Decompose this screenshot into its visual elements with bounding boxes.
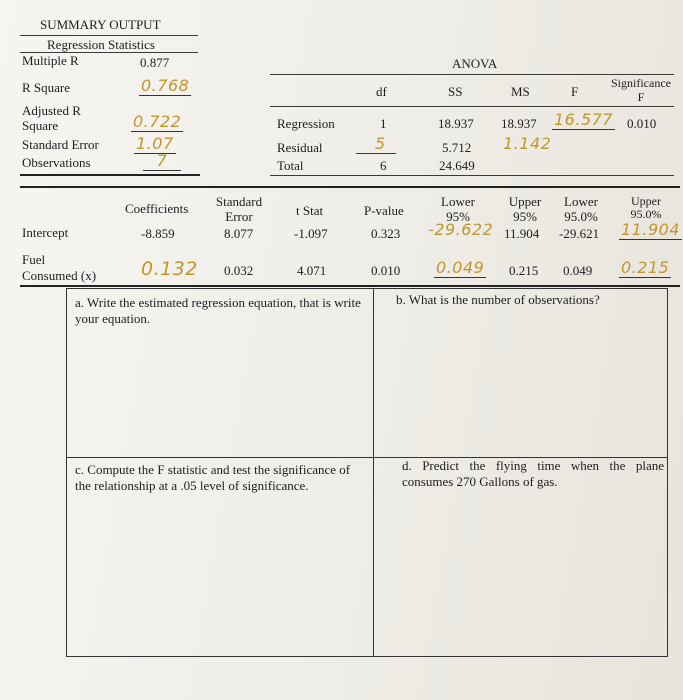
coef-header-coefficients: Coefficients xyxy=(125,201,189,216)
anova-col-f: F xyxy=(571,84,579,99)
question-b-text: b. What is the number of observations? xyxy=(396,292,600,307)
intercept-se: 8.077 xyxy=(224,226,254,241)
fuel-se: 0.032 xyxy=(224,263,254,278)
intercept-t: -1.097 xyxy=(294,226,328,241)
adj-r-label-2: Square xyxy=(22,118,59,133)
fuel-p: 0.010 xyxy=(371,263,401,278)
anova-regression-sig: 0.010 xyxy=(627,116,657,131)
fuel-label-1: Fuel xyxy=(22,252,46,267)
anova-regression-ss: 18.937 xyxy=(438,116,474,131)
question-b-box[interactable] xyxy=(373,288,668,458)
r-square-value: 0.768 xyxy=(141,76,190,95)
question-c-box[interactable] xyxy=(66,457,374,657)
anova-col-sig-1: Significance xyxy=(611,76,671,90)
obs-label: Observations xyxy=(22,155,91,170)
coef-header-tstat: t Stat xyxy=(296,203,324,218)
intercept-label: Intercept xyxy=(22,225,69,240)
anova-total-ss: 24.649 xyxy=(439,158,475,173)
multiple-r-label: Multiple R xyxy=(22,53,79,68)
anova-regression-df: 1 xyxy=(380,116,387,131)
coef-header-lower950-1: Lower xyxy=(564,194,598,209)
adj-r-label-1: Adjusted R xyxy=(22,103,81,118)
anova-total-df: 6 xyxy=(380,158,387,173)
intercept-upper95: 11.904 xyxy=(504,226,540,241)
obs-value: 7 xyxy=(143,151,181,171)
adj-r-value: 0.722 xyxy=(133,112,182,131)
coef-header-upper950-2: 95.0% xyxy=(630,207,662,221)
question-c-text: c. Compute the F statistic and test the significance of the relationship at a .05 level of significance. xyxy=(75,462,351,493)
anova-col-ss: SS xyxy=(448,84,463,99)
coef-header-upper95-2: 95% xyxy=(513,209,537,224)
question-a-text: a. Write the estimated regression equation, that is write your equation. xyxy=(75,295,361,326)
anova-regression-f: 16.577 xyxy=(554,110,613,129)
summary-title: SUMMARY OUTPUT xyxy=(40,17,161,32)
anova-residual-df: 5 xyxy=(375,134,386,153)
anova-col-ms: MS xyxy=(511,84,530,99)
anova-residual-ms: 1.142 xyxy=(503,134,552,153)
coef-header-se-2: Error xyxy=(225,209,253,224)
intercept-coef: -8.859 xyxy=(141,226,175,241)
anova-col-df: df xyxy=(376,84,387,99)
fuel-lower95: 0.049 xyxy=(436,258,485,277)
fuel-coef: 0.132 xyxy=(141,258,198,280)
reg-stats-title: Regression Statistics xyxy=(47,37,155,52)
coef-header-lower950-2: 95.0% xyxy=(564,209,598,224)
coef-header-upper950-1: Upper xyxy=(631,194,661,208)
anova-header-rule xyxy=(270,106,674,107)
intercept-upper950: 11.904 xyxy=(621,220,680,239)
coef-header-lower95-1: Lower xyxy=(441,194,475,209)
coef-header-upper95-1: Upper xyxy=(508,194,542,209)
residual-df-underline xyxy=(356,153,396,154)
question-d-box[interactable] xyxy=(373,457,668,657)
std-err-value: 1.07 xyxy=(136,134,174,153)
summary-rule xyxy=(20,35,198,36)
fuel-upper95: 0.215 xyxy=(509,263,539,278)
std-err-label: Standard Error xyxy=(22,137,99,152)
anova-residual-label: Residual xyxy=(277,140,323,155)
fuel-t: 4.071 xyxy=(297,263,327,278)
anova-top-rule xyxy=(270,74,674,75)
summary-bottom-rule xyxy=(20,174,200,176)
anova-title: ANOVA xyxy=(452,56,498,71)
coef-header-lower95-2: 95% xyxy=(446,209,470,224)
anova-residual-ss: 5.712 xyxy=(442,140,472,155)
r-square-label: R Square xyxy=(22,80,71,95)
coef-header-pvalue: P-value xyxy=(364,203,404,218)
anova-regression-ms: 18.937 xyxy=(501,116,537,131)
anova-bottom-rule xyxy=(270,175,674,176)
anova-regression-label: Regression xyxy=(277,116,335,131)
question-a-box[interactable] xyxy=(66,288,374,458)
anova-col-sig-2: F xyxy=(637,90,645,104)
question-d-text: d. Predict the flying time when the plane consumes 270 Gallons of gas. xyxy=(402,458,664,489)
intercept-lower95: -29.622 xyxy=(428,220,494,239)
fuel-label-2: Consumed (x) xyxy=(22,268,97,283)
intercept-lower950: -29.621 xyxy=(559,226,600,241)
fuel-upper950: 0.215 xyxy=(621,258,670,277)
coef-top-rule xyxy=(20,186,680,188)
intercept-p: 0.323 xyxy=(371,226,401,241)
coef-header-se-1: Standard xyxy=(215,194,263,209)
multiple-r-value: 0.877 xyxy=(140,55,170,70)
anova-total-label: Total xyxy=(277,158,304,173)
fuel-lower950: 0.049 xyxy=(563,263,593,278)
coef-bottom-rule xyxy=(20,285,680,287)
